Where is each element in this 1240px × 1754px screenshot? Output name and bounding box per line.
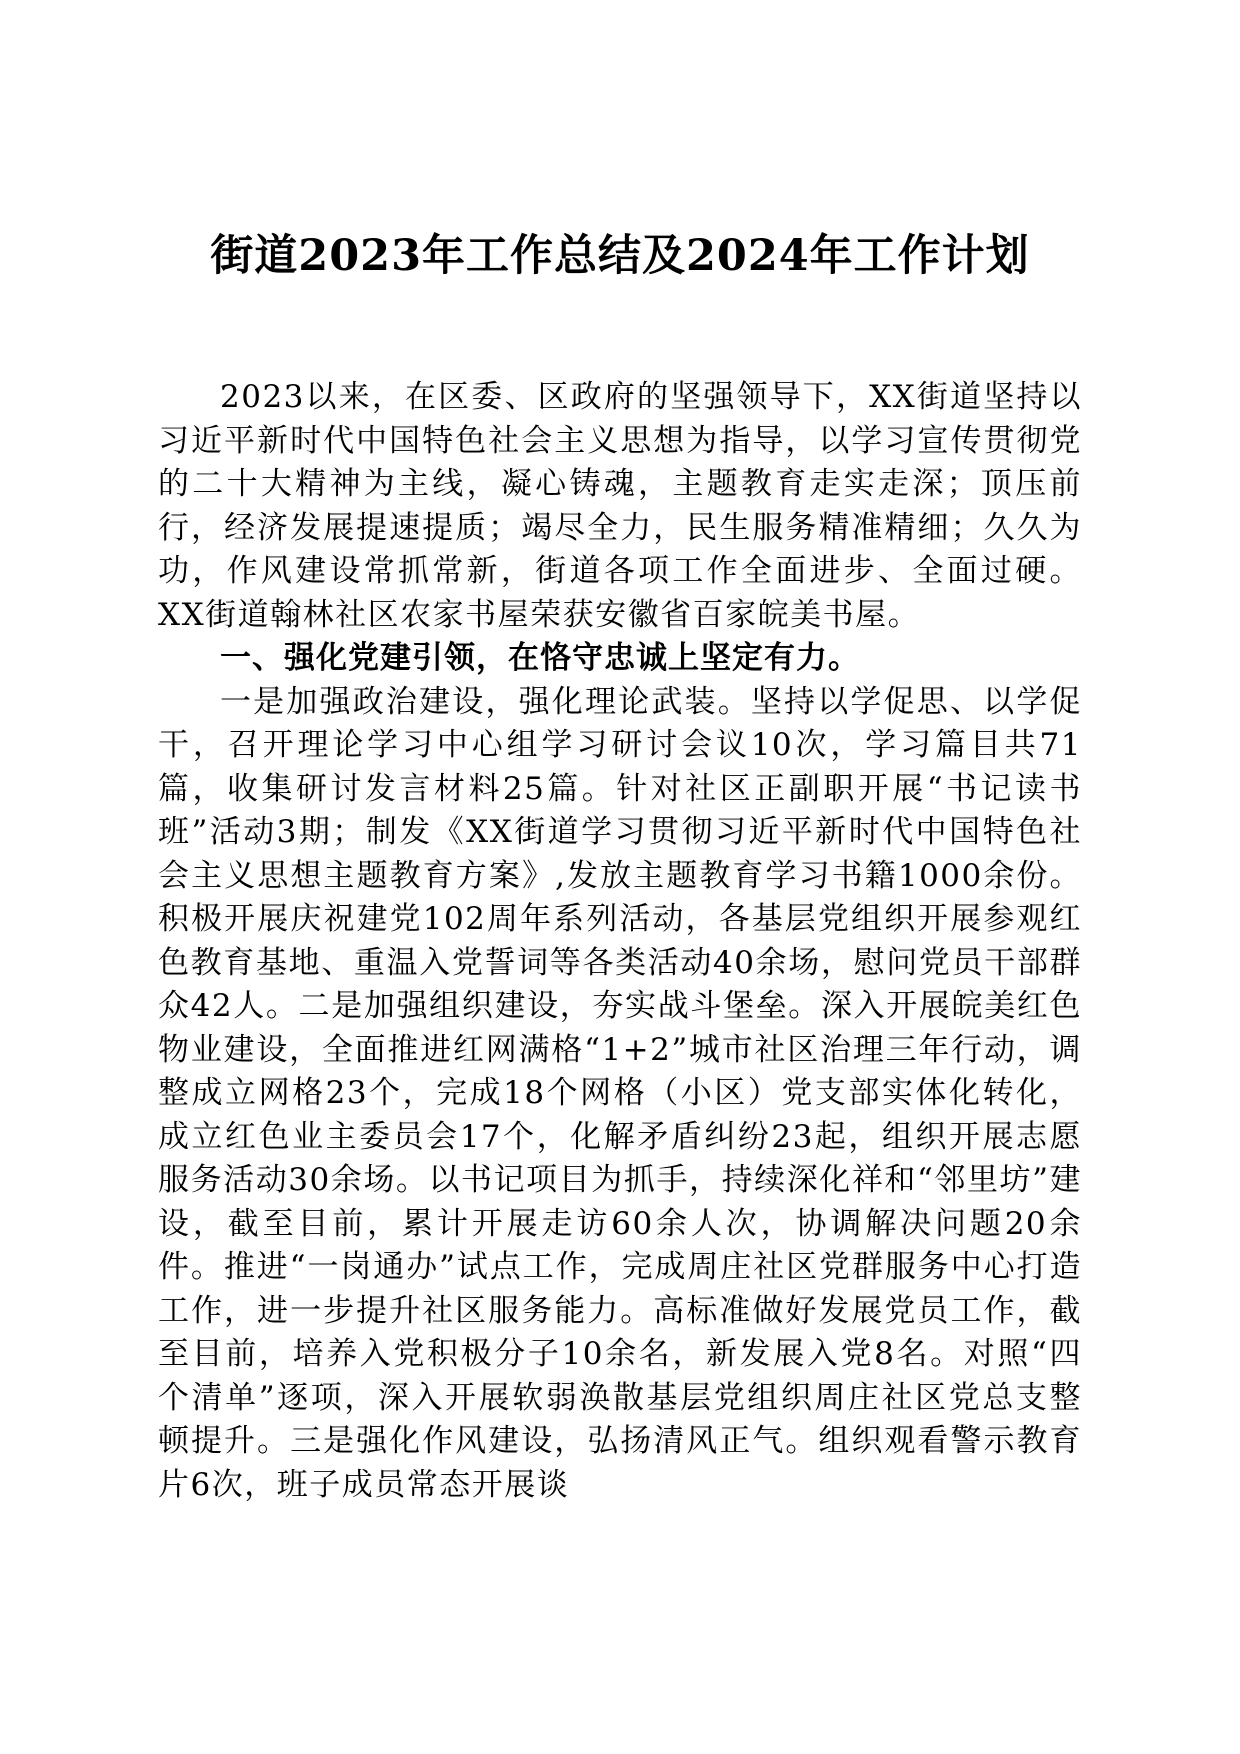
section-heading: 一、强化党建引领，在恪守忠诚上坚定有力。 — [220, 640, 860, 676]
document-title: 街道2023年工作总结及2024年工作计划 — [210, 231, 1030, 281]
section-paragraph: 一是加强政治建设，强化理论武装。坚持以学促思、以学促干，召开理论学习中心组学习研讨会议10次，学习篇目共71篇，收集研讨发言材料25篇。针对社区正副职开展“书记读书班”活动3期；制发《XX街道学习贯彻习近平新时代中国特色社会主义思想主题教育方案》,发放主题教育学习书籍1000余份。积极开展庆祝建党102周年系列活动，各基层党组织开展参观红色教育基地、重温入党誓词等各类活动40余场，慰问党员干部群众42人。二是加强组织建设，夯实战斗堡垒。深入开展皖美红色物业建设，全面推进红网满格“1+2”城市社区治理三年行动，调整成立网格23个，完成18个网格（小区）党支部实体化转化，成立红色业主委员会17个，化解矛盾纠纷23起，组织开展志愿服务活动30余场。以书记项目为抓手，持续深化祥和“邻里坊”建设，截至目前，累计开展走访60余人次，协调解决问题20余件。推进“一岗通办”试点工作，完成周庄社区党群服务中心打造工作，进一步提升社区服务能力。高标准做好发展党员工作，截至目前，培养入党积极分子10余名，新发展入党8名。对照“四个清单”逐项，深入开展软弱涣散基层党组织周庄社区党总支整顿提升。三是强化作风建设，弘扬清风正气。组织观看警示教育片6次，班子成员常态开展谈 — [158, 683, 1082, 1503]
intro-paragraph: 2023以来，在区委、区政府的坚强领导下，XX街道坚持以习近平新时代中国特色社会主义思想为指导，以学习宣传贯彻党的二十大精神为主线，凝心铸魂，主题教育走实走深；顶压前行，经济发展提速提质；竭尽全力，民生服务精准精细；久久为功，作风建设常抓常新，街道各项工作全面进步、全面过硬。XX街道翰林社区农家书屋荣获安徽省百家皖美书屋。 — [158, 379, 1082, 633]
document-body — [158, 376, 1082, 1507]
